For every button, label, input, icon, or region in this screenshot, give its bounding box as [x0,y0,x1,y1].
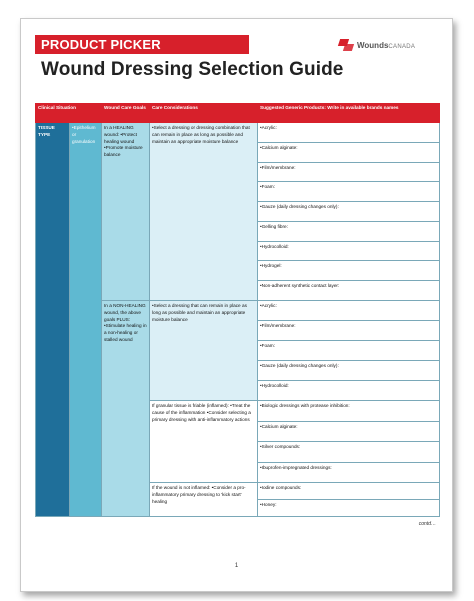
healing-products-cell [258,123,440,301]
logo-brand: Wounds [357,40,389,50]
product-line[interactable]: •Ibuprofen-impregnated dressings: [260,464,332,470]
friable-products-cell [258,401,440,483]
logo-mark-icon [339,39,355,51]
product-line[interactable]: •Foam: [258,182,439,202]
header-care-considerations: Care Considerations [150,104,258,123]
healing-care-cell: •Select a dressing or dressing combination that can remain in place as long as possible and maintain an appropriate moisture balance [150,123,258,301]
product-line[interactable]: •Film/membrane: [258,163,439,183]
header-wound-care-goals: Wound Care Goals [102,104,150,123]
product-line[interactable]: •Biologic dressings with protease inhibition: [258,401,439,422]
not-inflamed-products-cell [258,483,440,517]
table-header-row [36,104,440,123]
product-line[interactable]: •Hydrogel: [258,261,439,281]
product-line[interactable]: •Acrylic: [258,301,439,321]
product-line[interactable]: •Non-adherent synthetic contact layer: [260,283,340,289]
product-line[interactable]: •Iodine compounds: [258,483,439,500]
continued-note: contd… [418,521,436,527]
friable-care-cell: If granular tissue is friable (inflamed): •Treat the cause of the inflammation •Consider selecting a primary dressing with anti-inflammatory actions [150,401,258,483]
logo-suffix: CANADA [388,43,416,50]
product-line[interactable]: •Acrylic: [258,123,439,143]
page-number: 1 [234,563,239,569]
not-inflamed-care-cell: If the wound is not inflamed: •Consider a pro-inflammatory primary dressing to 'kick start' healing [150,483,258,517]
header-clinical-situation: Clinical Situation [36,104,102,123]
healing-goal-cell: In a HEALING wound: •Protect healing wound •Promote moisture balance [102,123,150,301]
header-suggested-products: Suggested Generic Products: Write in available brands names [258,104,440,123]
table-row [36,123,440,301]
document-page [20,18,453,592]
product-line[interactable]: •Hydrocolloid: [260,383,289,388]
page-title: Wound Dressing Selection Guide [41,59,344,80]
product-picker-banner: PRODUCT PICKER [35,35,249,54]
clinical-situation-cell: TISSUE TYPE [36,123,70,517]
selection-guide-table [35,103,440,517]
nonhealing-products-cell [258,301,440,401]
logo-text [357,41,415,50]
product-line[interactable]: •Silver compounds: [258,442,439,463]
product-line[interactable]: •Honey: [260,502,277,507]
product-line[interactable]: •Hydrocolloid: [258,242,439,262]
product-line[interactable]: •Gelling fibre: [258,222,439,242]
product-line[interactable]: •Gauze (daily dressing changes only): [258,361,439,381]
product-line[interactable]: •Foam: [258,341,439,361]
product-line[interactable]: •Gauze (daily dressing changes only): [258,202,439,222]
product-line[interactable]: •Calcium alginate: [258,422,439,443]
woundscanada-logo [339,39,415,51]
tissue-type-cell: •Epithelium or granulation [70,123,102,517]
nonhealing-goal-cell: In a NON-HEALING wound, the above goals PLUS: •Stimulate healing in a non-healing or stalled wound [102,301,150,517]
product-line[interactable]: •Calcium alginate: [258,143,439,163]
nonhealing-care-cell: •Select a dressing that can remain in place as long as possible and maintain an appropriate moisture balance [150,301,258,401]
product-line[interactable]: •Film/membrane: [258,321,439,341]
